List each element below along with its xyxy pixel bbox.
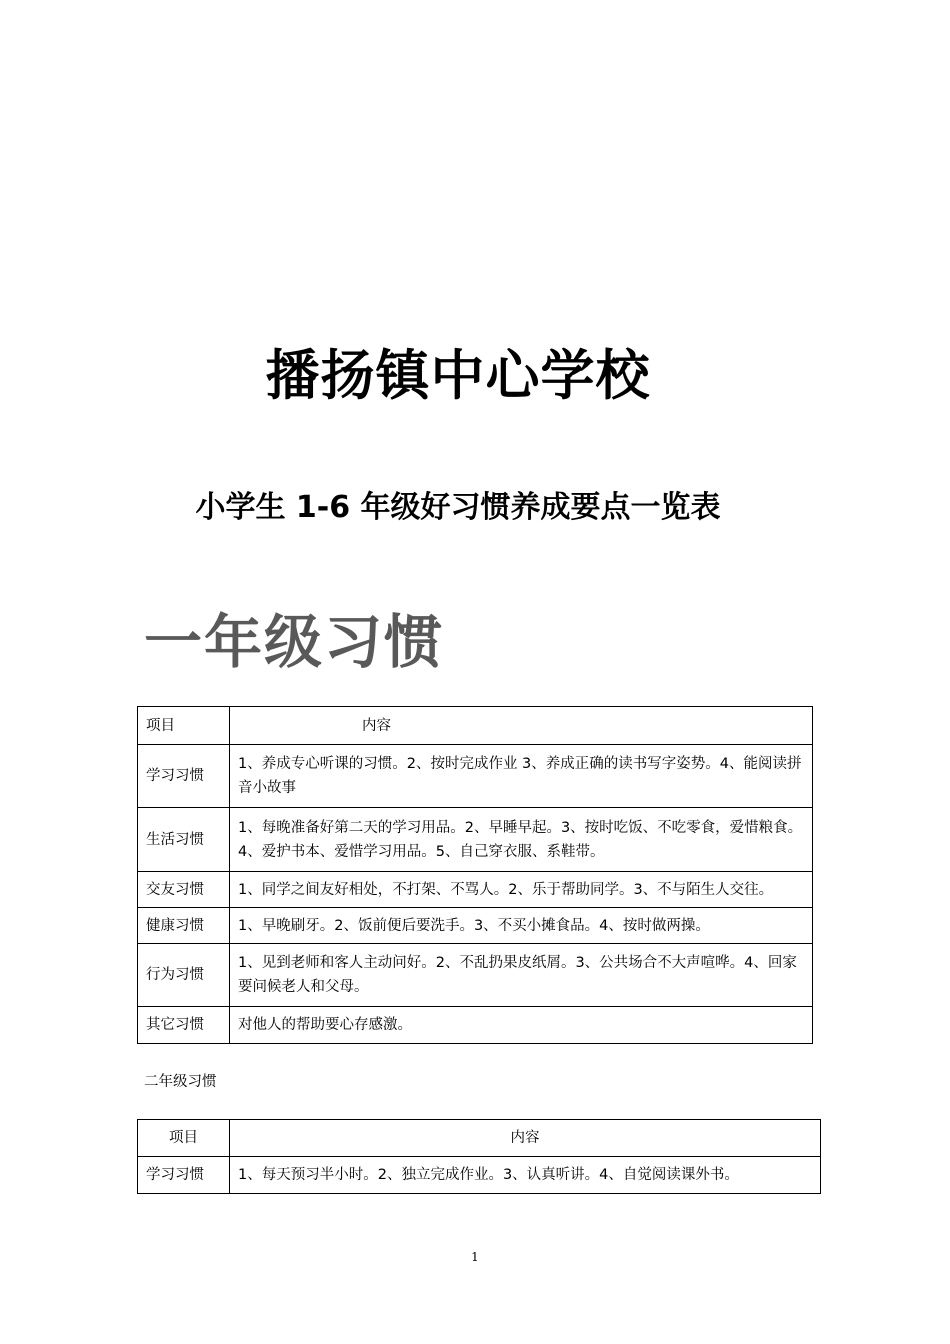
row-item-cell: 学习习惯: [138, 1157, 230, 1194]
row-item-cell: 其它习惯: [138, 1007, 230, 1044]
row-content-cell: 1、每天预习半小时。2、独立完成作业。3、认真听讲。4、自觉阅读课外书。: [230, 1157, 821, 1194]
document-subtitle: 小学生 1-6 年级好习惯养成要点一览表: [195, 490, 721, 525]
table-row: [138, 808, 813, 872]
grade2-heading: 二年级习惯: [144, 1074, 217, 1090]
row-content-cell: 1、见到老师和客人主动问好。2、不乱扔果皮纸屑。3、公共场合不大声喧哗。4、回家要问候老人和父母。: [230, 944, 813, 1007]
table-row: [138, 872, 813, 908]
grade2-habits-table: [137, 1119, 821, 1194]
table-header-row: [138, 707, 813, 745]
row-content-cell: 对他人的帮助要心存感激。: [230, 1007, 813, 1044]
table-header-row: [138, 1120, 821, 1157]
school-title: 播扬镇中心学校: [265, 344, 651, 407]
row-content-cell: 1、养成专心听课的习惯。2、按时完成作业 3、养成正确的读书写字姿势。4、能阅读拼音小故事: [230, 745, 813, 808]
header-item-cell: 项目: [138, 707, 230, 745]
row-item-cell: 交友习惯: [138, 872, 230, 908]
row-content-cell: 1、每晚准备好第二天的学习用品。2、早睡早起。3、按时吃饭、不吃零食，爱惜粮食。4、爱护书本、爱惜学习用品。5、自己穿衣服、系鞋带。: [230, 808, 813, 872]
grade1-heading: 一年级习惯: [144, 608, 445, 676]
grade1-habits-table: [137, 706, 813, 1044]
header-content-cell: 内容: [230, 707, 813, 745]
table-row: [138, 1157, 821, 1194]
table-row: [138, 745, 813, 808]
table-row: [138, 1007, 813, 1044]
header-content-cell: 内容: [230, 1120, 821, 1157]
row-content-cell: 1、同学之间友好相处，不打架、不骂人。2、乐于帮助同学。3、不与陌生人交往。: [230, 872, 813, 908]
row-item-cell: 学习习惯: [138, 745, 230, 808]
table-row: [138, 908, 813, 944]
row-content-cell: 1、早晚刷牙。2、饭前便后要洗手。3、不买小摊食品。4、按时做两操。: [230, 908, 813, 944]
row-item-cell: 健康习惯: [138, 908, 230, 944]
row-item-cell: 生活习惯: [138, 808, 230, 872]
table-row: [138, 944, 813, 1007]
page-number: 1: [471, 1250, 479, 1264]
row-item-cell: 行为习惯: [138, 944, 230, 1007]
header-item-cell: 项目: [138, 1120, 230, 1157]
